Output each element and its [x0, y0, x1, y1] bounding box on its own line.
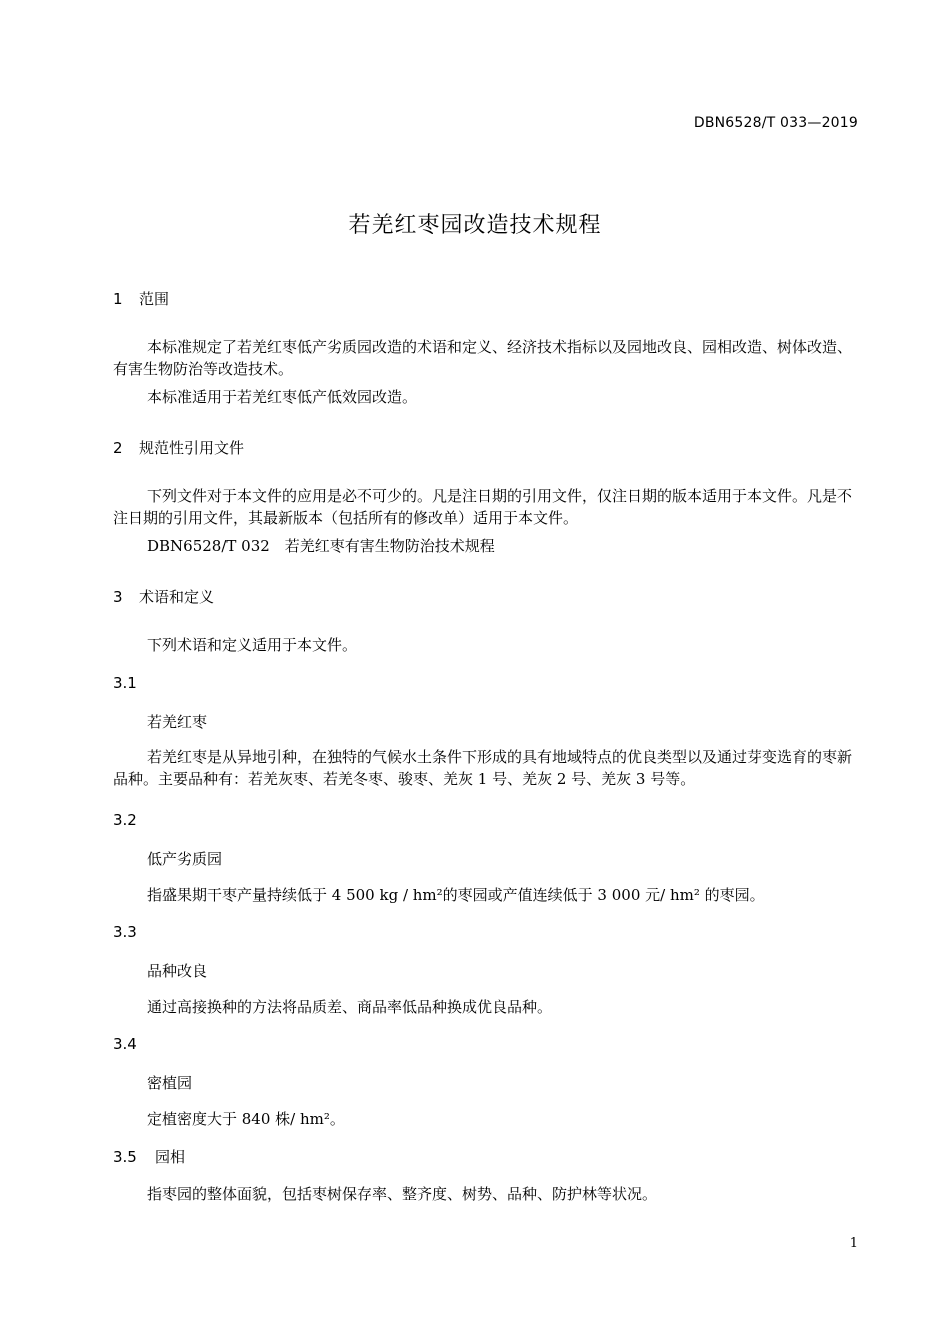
- term-name: 品种改良: [147, 962, 208, 980]
- normative-reference: DBN6528/T 032 若羌红枣有害生物防治技术规程: [147, 537, 495, 555]
- term-name: 密植园: [147, 1074, 193, 1092]
- term-number: 3.5: [113, 1148, 137, 1166]
- document-title: 若羌红枣园改造技术规程: [348, 213, 602, 238]
- section-title: 范围: [139, 290, 170, 308]
- term-definition: 定植密度大于 840 株/ hm²。: [147, 1110, 345, 1128]
- page-number: 1: [849, 1236, 858, 1251]
- paragraph: 下列术语和定义适用于本文件。: [147, 636, 358, 654]
- section-heading: [113, 586, 214, 607]
- section-number: 2: [113, 439, 123, 457]
- term-definition: 指枣园的整体面貌，包括枣树保存率、整齐度、树势、品种、防护林等状况。: [147, 1185, 658, 1203]
- term-definition: 指盛果期干枣产量持续低于 4 500 kg / hm²的枣园或产值连续低于 3 000 元/ hm² 的枣园。: [147, 886, 765, 904]
- section-number: 1: [113, 290, 123, 308]
- section-heading: [113, 288, 169, 309]
- term-number: 3.4: [113, 1035, 137, 1053]
- section-number: 3: [113, 588, 123, 606]
- paragraph: 本标准适用于若羌红枣低产低效园改造。: [147, 388, 418, 406]
- term-definition: 通过高接换种的方法将品质差、商品率低品种换成优良品种。: [147, 998, 553, 1016]
- section-title: 规范性引用文件: [139, 439, 245, 457]
- section-title: 术语和定义: [139, 588, 215, 606]
- section-heading: [113, 437, 244, 458]
- term-name: 园相: [155, 1148, 186, 1166]
- term-definition: 若羌红枣是从异地引种，在独特的气候水土条件下形成的具有地域特点的优良类型以及通过芽变选育的枣新品种。主要品种有：若羌灰枣、若羌冬枣、骏枣、羌灰 1 号、羌灰 2 号、羌灰 3 号等。: [113, 748, 853, 788]
- term-name: 低产劣质园: [147, 850, 223, 868]
- paragraph: 本标准规定了若羌红枣低产劣质园改造的术语和定义、经济技术指标以及园地改良、园相改造、树体改造、有害生物防治等改造技术。: [113, 338, 853, 378]
- term-heading: [113, 1146, 185, 1167]
- document-code: DBN6528/T 033—2019: [693, 115, 858, 131]
- term-number: 3.1: [113, 674, 137, 692]
- term-number: 3.3: [113, 923, 137, 941]
- paragraph: 下列文件对于本文件的应用是必不可少的。凡是注日期的引用文件，仅注日期的版本适用于本文件。凡是不注日期的引用文件，其最新版本（包括所有的修改单）适用于本文件。: [113, 487, 853, 527]
- term-number: 3.2: [113, 811, 137, 829]
- term-name: 若羌红枣: [147, 713, 208, 731]
